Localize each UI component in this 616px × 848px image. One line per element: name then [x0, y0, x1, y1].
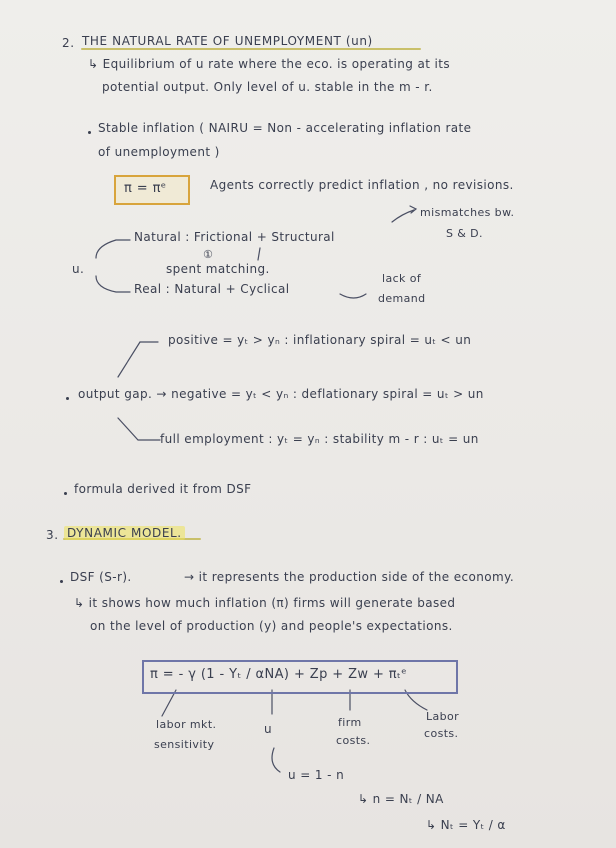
section-3-title: DYNAMIC MODEL. — [64, 526, 185, 540]
labor-costs-label: costs. — [424, 727, 459, 740]
dsf-description: → it represents the production side of the economy. — [184, 570, 515, 584]
firm-costs-label: costs. — [336, 734, 371, 747]
pi-equals-expected: π = πᵉ — [124, 181, 167, 196]
u-equation: u = 1 - n — [288, 768, 345, 782]
natural-unemployment: Natural : Frictional + Structural — [134, 230, 335, 244]
lack-of-note: lack of — [382, 272, 422, 285]
labor-label: Labor — [426, 710, 460, 723]
bullet — [88, 131, 91, 134]
nt-equation: ↳ Nₜ = Yₜ / α — [426, 818, 506, 832]
definition-line-1: ↳ Equilibrium of u rate where the eco. is operating at its — [88, 57, 451, 71]
output-gap-negative: output gap. → negative = yₜ < yₙ : deflationary spiral = uₜ > un — [78, 387, 484, 401]
section-2-number: 2. — [62, 36, 75, 50]
bullet — [66, 397, 69, 400]
dsf-shows-line-2: on the level of production (y) and people's expectations. — [90, 619, 453, 633]
dsf-shows-line-1: ↳ it shows how much inflation (π) firms will generate based — [74, 596, 456, 610]
u-label-formula: u — [264, 722, 273, 736]
sensitivity-label: sensitivity — [154, 738, 215, 751]
dsf-label: DSF (S-r). — [70, 570, 132, 584]
section-2-title: THE NATURAL RATE OF UNEMPLOYMENT (un) — [82, 34, 373, 48]
nairu-line-1: Stable inflation ( NAIRU = Non - accelerating inflation rate — [98, 121, 472, 135]
u-label: u. — [72, 262, 85, 276]
nairu-line-2: of unemployment ) — [98, 145, 220, 159]
positive-gap: positive = yₜ > yₙ : inflationary spiral = uₜ < un — [168, 333, 472, 347]
section-3-number: 3. — [46, 528, 59, 542]
firm-label: firm — [338, 716, 362, 729]
formula-note: formula derived it from DSF — [74, 482, 252, 496]
bullet — [64, 492, 67, 495]
labor-mkt-label: labor mkt. — [156, 718, 217, 731]
circle-marker: ① — [203, 248, 214, 261]
agents-note: Agents correctly predict inflation , no revisions. — [210, 178, 514, 192]
mismatches-note: mismatches bw. — [420, 206, 515, 219]
n-equation: ↳ n = Nₜ / NA — [358, 792, 444, 806]
spent-matching-note: spent matching. — [166, 262, 270, 276]
real-unemployment: Real : Natural + Cyclical — [134, 282, 290, 296]
demand-note: demand — [378, 292, 426, 305]
bullet — [60, 580, 63, 583]
definition-line-2: potential output. Only level of u. stable in the m - r. — [102, 80, 433, 94]
s-and-d-note: S & D. — [446, 227, 483, 240]
dsf-formula: π = - γ (1 - Yₜ / αNA) + Zp + Zw + πₜᵉ — [150, 667, 408, 682]
full-employment: full employment : yₜ = yₙ : stability m - r : uₜ = un — [160, 432, 479, 446]
